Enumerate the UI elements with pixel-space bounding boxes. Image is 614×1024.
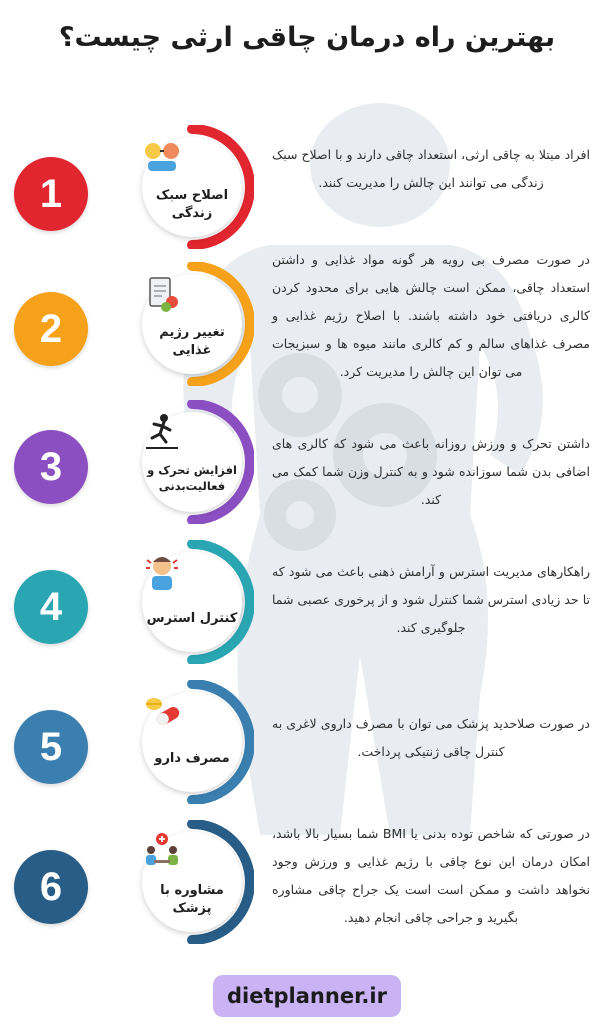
list-item — [0, 680, 614, 815]
step-number-badge: 6 — [14, 850, 88, 924]
step-ring — [130, 820, 254, 944]
list-item — [0, 400, 614, 535]
lifestyle-icon — [142, 137, 182, 177]
step-ring — [130, 125, 254, 249]
list-item — [0, 125, 614, 260]
step-label: مصرف دارو — [154, 751, 230, 766]
doctor-consultation-icon — [142, 832, 182, 872]
list-item — [0, 820, 614, 955]
step-ring — [130, 400, 254, 524]
page-title: بهترین راه درمان چاقی ارثی چیست؟ — [58, 22, 556, 53]
list-item — [0, 540, 614, 675]
step-label: کنترل استرس — [146, 611, 238, 626]
step-number-badge: 5 — [14, 710, 88, 784]
step-label: مشاوره با پزشک — [160, 883, 224, 916]
step-ring — [130, 262, 254, 386]
step-description: در صورت مصرف بی رویه هر گونه مواد غذایی و داشتن استعداد چاقی، ممکن است چالش هایی برای محدود کردن کالری دریافتی خود داشته باشند. با اصلاح رژیم غذایی و مصرف غذاهای سالم و کم کالری مانند میوه ها و سبزیجات می توان این چالش را مدیریت کرد. — [272, 252, 590, 379]
step-ring — [130, 680, 254, 804]
step-description: داشتن تحرک و ورزش روزانه باعث می شود که کالری های اضافی بدن شما سوزانده شود و به کنترل وزن شما کمک می کند. — [272, 436, 590, 507]
step-description: در صورت صلاحدید پزشک می توان با مصرف داروی لاغری به کنترل چاقی ژنتیکی پرداخت. — [272, 716, 590, 759]
pills-icon — [142, 692, 182, 732]
list-item — [0, 252, 614, 397]
step-label: افزایش تحرک و فعالیت‌بدنی — [147, 463, 237, 493]
step-ring — [130, 540, 254, 664]
step-number-badge: 4 — [14, 570, 88, 644]
step-number-badge: 2 — [14, 292, 88, 366]
step-label: اصلاح سبک زندگی — [155, 188, 229, 221]
diet-icon — [142, 274, 182, 314]
website-link[interactable]: dietplanner.ir — [213, 975, 401, 1017]
exercise-icon — [142, 412, 182, 452]
step-description: افراد مبتلا به چاقی ارثی، استعداد چاقی دارند و با اصلاح سبک زندگی می توانند این چالش را مدیریت کنند. — [272, 147, 590, 190]
step-description: راهکارهای مدیریت استرس و آرامش ذهنی باعث می شود که تا حد زیادی استرس شما کنترل شود و از پرخوری عصبی شما جلوگیری کند. — [272, 564, 590, 635]
step-number-badge: 3 — [14, 430, 88, 504]
step-label: تغییر رژیم غذایی — [159, 325, 225, 358]
stress-icon — [142, 552, 182, 592]
step-description: در صورتی که شاخص توده بدنی یا BMI شما بسیار بالا باشد، امکان درمان این نوع چاقی با رژیم غذایی و ورزش وجود نخواهد داشت و ممکن است است یک جراح چاقی مشاوره بگیرید و جراحی چاقی انجام دهید. — [272, 826, 590, 925]
step-number-badge: 1 — [14, 157, 88, 231]
